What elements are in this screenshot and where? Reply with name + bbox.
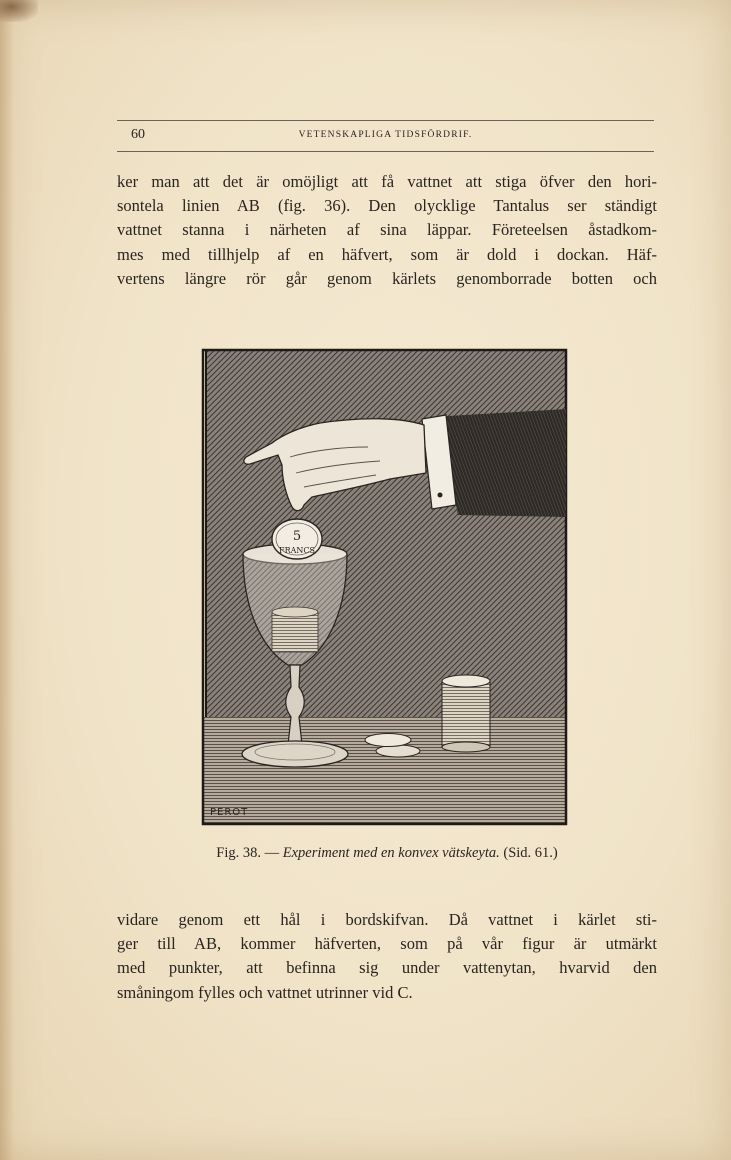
running-title: VETENSKAPLIGA TIDSFÖRDRIF. — [298, 130, 473, 140]
coin-number: 5 — [292, 529, 302, 544]
artist-signature: PEROT — [210, 807, 249, 818]
paper-edge-shading — [0, 0, 14, 1160]
text-line: sontela linien AB (fig. 36). Den olycklige Tantalus ser ständigt — [117, 196, 657, 216]
text-line: vattnet stanna i närheten af sina läppar. Företeelsen åstadkom- — [117, 220, 657, 240]
page-number: 60 — [131, 127, 145, 142]
text-line: ger till AB, kommer häfverten, som på vår figur är utmärkt — [117, 934, 657, 954]
text-line: vertens längre rör går genom kärlets genomborrade botten och — [117, 268, 657, 288]
paragraph-top — [117, 170, 657, 291]
coin-stack — [442, 675, 490, 752]
text-line: småningom fylles och vattnet utrinner vid C. — [117, 982, 413, 1002]
text-line: med punkter, att befinna sig under vattenytan, hvarvid den — [117, 958, 657, 978]
glass-foot — [242, 741, 348, 767]
coin-label: FRANCS — [279, 546, 315, 555]
caption-title: Experiment med en konvex vätskeyta. — [282, 845, 500, 861]
figure-caption — [117, 845, 657, 862]
text-line: mes med tillhjelp af en häfvert, som är dold i dockan. Häf- — [117, 244, 657, 264]
five-franc-coin — [272, 519, 322, 559]
cuff-button — [438, 493, 443, 498]
engraving-figure — [200, 347, 568, 827]
engraving-illustration — [200, 347, 568, 827]
text-line: vidare genom ett hål i bordskifvan. Då vattnet i kärlet sti- — [117, 910, 657, 929]
corner-stain — [0, 0, 38, 22]
caption-reference: (Sid. 61.) — [503, 845, 558, 861]
caption-prefix: Fig. 38. — — [216, 845, 280, 861]
table-surface — [203, 717, 565, 824]
paragraph-bottom — [117, 908, 657, 1005]
text-line: ker man att det är omöjligt att få vattnet att stiga öfver den hori- — [117, 172, 657, 191]
wall-background — [206, 350, 566, 720]
running-header — [117, 120, 654, 152]
coins-in-glass — [272, 612, 318, 652]
